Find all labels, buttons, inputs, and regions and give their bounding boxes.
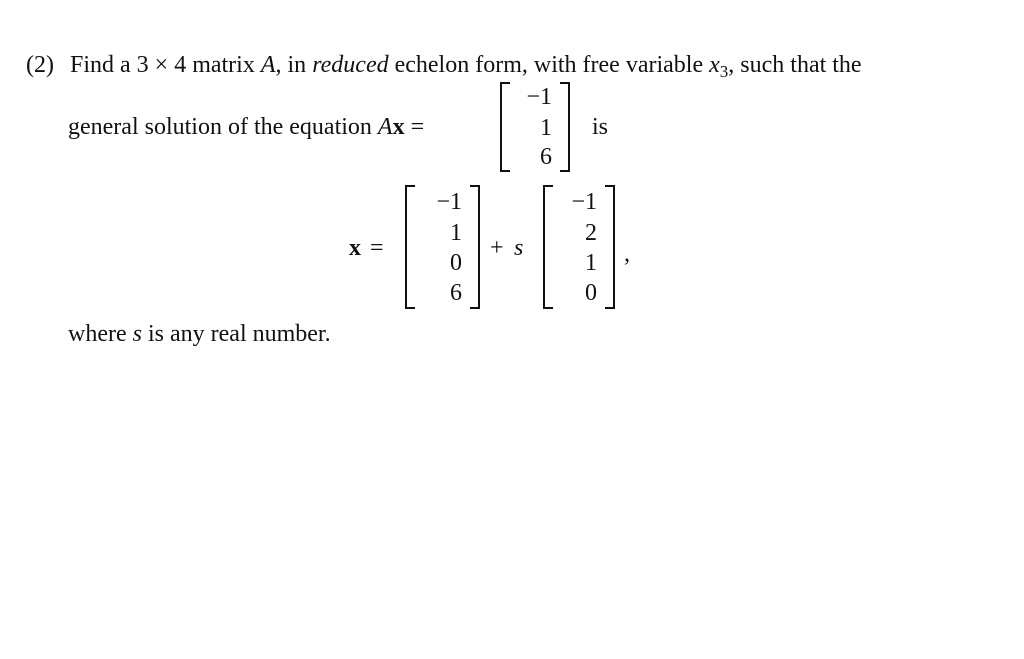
vector-entry: 1	[540, 115, 552, 141]
trailing-comma: ,	[624, 241, 630, 267]
text-segment: where	[68, 321, 133, 347]
rhs-vector	[500, 82, 570, 172]
vector-entry: 6	[540, 144, 552, 170]
parameter-s: s	[514, 235, 524, 261]
direction-vector	[543, 185, 615, 309]
vector-entry: 0	[450, 250, 462, 276]
vector-entry: 0	[585, 280, 597, 306]
vector-entry: 1	[585, 250, 597, 276]
equation-vector-x: x	[392, 114, 405, 140]
plus-sign: +	[490, 235, 504, 261]
text-segment: general solution of the equation	[68, 114, 378, 140]
matrix-variable: A	[260, 52, 276, 78]
vector-entry: −1	[571, 189, 597, 215]
closing-sentence	[68, 322, 331, 346]
text-is: is	[592, 114, 609, 140]
vector-entry: 6	[450, 280, 462, 306]
text-segment: , such that the	[728, 52, 862, 78]
solution-equals: =	[370, 235, 384, 261]
equation-matrix-A: A	[377, 114, 393, 140]
parameter-s: s	[132, 321, 142, 347]
emphasis-reduced: reduced	[312, 52, 389, 78]
particular-solution-vector	[405, 185, 480, 309]
solution-x-label: x	[349, 235, 361, 261]
vector-entry: −1	[436, 189, 462, 215]
vector-entry: 2	[585, 220, 597, 246]
text-segment: Find a 3 × 4 matrix	[69, 52, 261, 78]
free-variable-subscript: 3	[719, 62, 729, 81]
vector-entry: −1	[526, 84, 552, 110]
problem-statement-line-2	[68, 115, 424, 139]
problem-statement-line-1	[26, 53, 862, 80]
equals-sign: =	[410, 114, 425, 140]
text-segment: echelon form, with free variable	[388, 52, 710, 78]
text-segment: , in	[275, 52, 313, 78]
free-variable: x	[709, 52, 720, 78]
problem-number: (2)	[26, 52, 54, 78]
vector-entry: 1	[450, 220, 462, 246]
text-segment: is any real number.	[141, 321, 331, 347]
